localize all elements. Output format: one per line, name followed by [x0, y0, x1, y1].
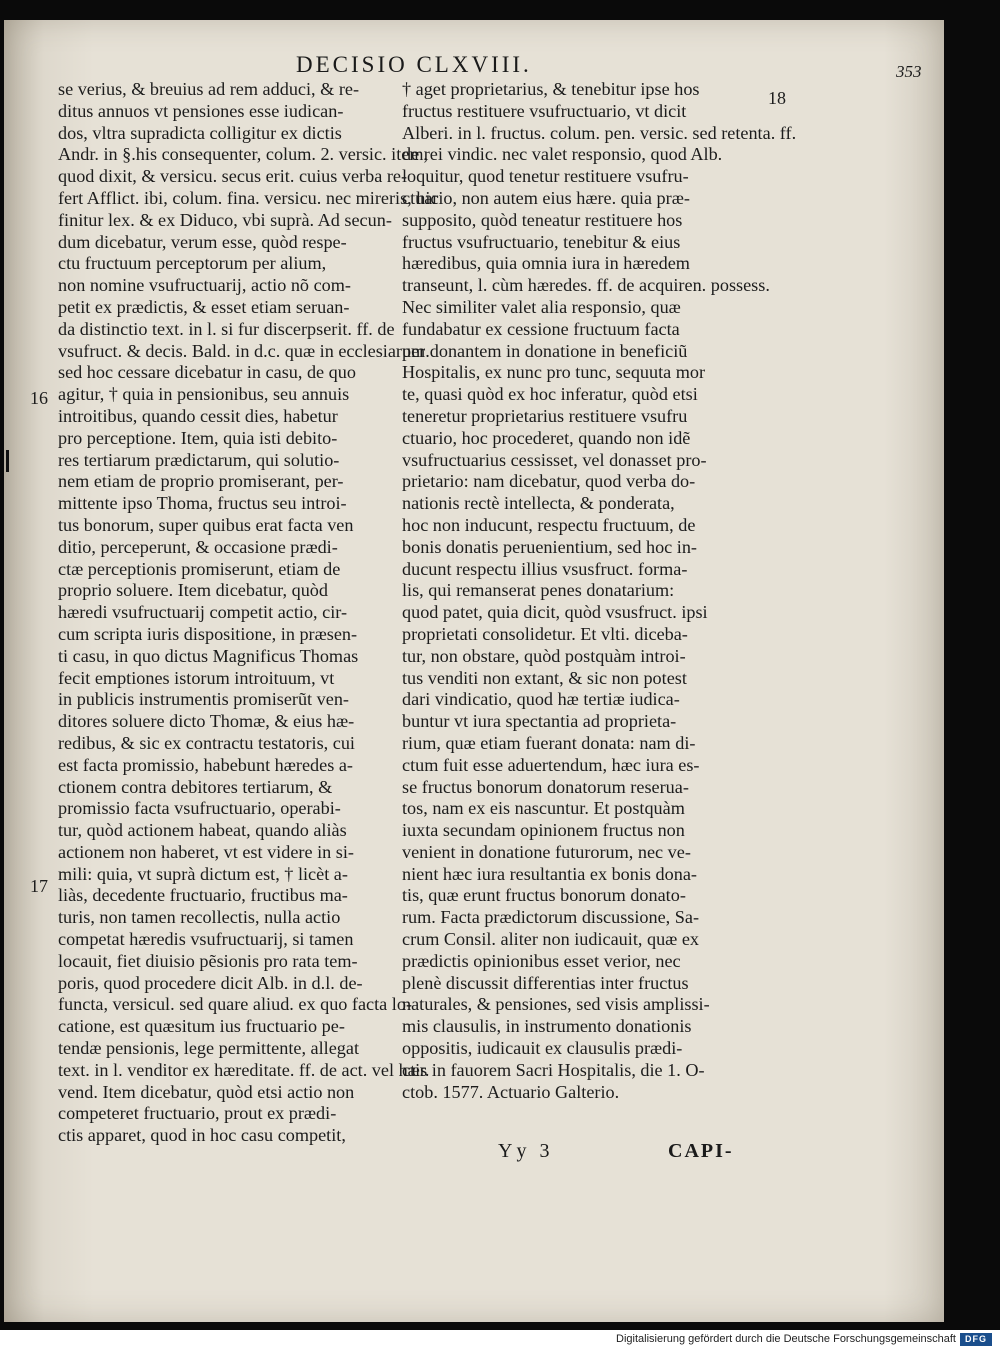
text-line: mittente ipso Thoma, fructus seu introi-: [58, 493, 347, 514]
left-text-column: [58, 79, 439, 1147]
text-line: mili: quia, vt suprà dictum est, † licèt a-: [58, 863, 348, 884]
text-line: proprio soluere. Item dicebatur, quòd: [58, 580, 328, 601]
text-line: Nec similiter valet alia responsio, quæ: [402, 296, 681, 317]
text-line: fecit emptiones istorum introituum, vt: [58, 667, 335, 688]
text-line: ctionem contra debitores tertiarum, &: [58, 776, 333, 797]
text-line: ctuario, non autem eius hære. quia præ-: [402, 187, 690, 208]
text-line: res tertiarum prædictarum, qui solutio-: [58, 449, 340, 470]
text-line: dos, vltra supradicta colligitur ex dictis: [58, 122, 342, 143]
edge-mark: [6, 450, 9, 472]
text-line: transeunt, l. cùm hæredes. ff. de acquiren. possess.: [402, 275, 770, 296]
text-line: Alberi. in l. fructus. colum. pen. versic. sed retenta. ff.: [402, 122, 797, 143]
text-line: hæredibus, quia omnia iura in hæredem: [402, 253, 690, 274]
text-line: venient in donatione futurorum, nec ve-: [402, 841, 691, 862]
text-line: ctæ perceptionis promiserunt, etiam de: [58, 558, 341, 579]
text-line: agitur, † quia in pensionibus, seu annuis: [58, 384, 350, 405]
text-line: tus bonorum, super quibus erat facta ven: [58, 514, 354, 535]
text-line: tus venditi non extant, & sic non potest: [402, 667, 687, 688]
dfg-logo: DFG: [960, 1333, 992, 1346]
text-line: hoc non inducunt, respectu fructuum, de: [402, 514, 696, 535]
credit-text: Digitalisierung gefördert durch die Deutsche Forschungsgemeinschaft: [616, 1333, 956, 1345]
text-line: buntur vt iura spectantia ad proprieta-: [402, 711, 677, 732]
text-line: crum Consil. aliter non iudicauit, quæ ex: [402, 929, 700, 950]
text-line: vsufruct. & decis. Bald. in d.c. quæ in ecclesiarum.: [58, 340, 430, 361]
text-line: Hospitalis, ex nunc pro tunc, sequuta mor: [402, 362, 706, 383]
text-line: tos, nam ex eis nascuntur. Et postquàm: [402, 798, 685, 819]
text-line: poris, quod procedere dicit Alb. in d.l. de-: [58, 972, 363, 993]
text-line: bonis donatis peruenientium, sed hoc in-: [402, 536, 697, 557]
text-line: nem etiam de proprio promiserant, per-: [58, 471, 344, 492]
text-line: introitibus, quando cessit dies, habetur: [58, 405, 338, 426]
text-line: supposito, quòd teneatur restituere hos: [402, 209, 683, 230]
text-line: plenè discussit differentias inter fructus: [402, 972, 689, 993]
text-line: se verius, & breuius ad rem adduci, & re-: [58, 79, 360, 99]
text-line: petit ex prædictis, & esset etiam seruan-: [58, 296, 350, 317]
text-line: cum scripta iuris dispositione, in præsen-: [58, 623, 358, 644]
text-line: competat hæredis vsufructuarij, si tamen: [58, 929, 354, 950]
text-line: de rei vindic. nec valet responsio, quod Alb.: [402, 144, 723, 165]
margin-number-17: 17: [30, 876, 48, 896]
text-line: ti casu, in quo dictus Magnificus Thomas: [58, 645, 359, 666]
text-line: quod patet, quia dicit, quòd vsusfruct. ipsi: [402, 602, 708, 623]
text-line: tur, quòd actionem habeat, quando aliàs: [58, 820, 347, 841]
text-line: competeret fructuario, prout ex prædi-: [58, 1103, 337, 1124]
text-line: ctob. 1577. Actuario Galterio.: [402, 1081, 620, 1102]
text-line: dari vindicatio, quod hæ tertiæ iudica-: [402, 689, 680, 710]
text-line: redibus, & sic ex contractu testatoris, cui: [58, 732, 355, 753]
text-line: sed hoc cessare dicebatur in casu, de quo: [58, 362, 356, 383]
folio-number: 353: [896, 62, 922, 81]
text-line: prædictis opinionibus esset verior, nec: [402, 950, 681, 971]
text-line: in publicis instrumentis promiserũt ven-: [58, 689, 349, 710]
text-line: ctis in fauorem Sacri Hospitalis, die 1. O-: [402, 1059, 705, 1080]
text-line: se fructus bonorum donatorum reserua-: [402, 776, 689, 797]
text-line: vend. Item dicebatur, quòd etsi actio non: [58, 1081, 355, 1102]
text-line: liàs, decedente fructuario, fructibus ma-: [58, 885, 348, 906]
text-line: ditio, perceperunt, & occasione prædi-: [58, 536, 338, 557]
text-line: tendæ pensionis, lege permittente, allegat: [58, 1038, 360, 1059]
text-line: catione, est quæsitum ius fructuario pe-: [58, 1016, 345, 1037]
text-line: tis, quæ erunt fructus bonorum donato-: [402, 885, 686, 906]
text-line: ditores soluere dicto Thomæ, & eius hæ-: [58, 711, 355, 732]
text-line: loquitur, quod tenetur restituere vsufru-: [402, 166, 689, 187]
text-line: ctis apparet, quod in hoc casu competit,: [58, 1125, 346, 1146]
text-line: turis, non tamen recollectis, nulla actio: [58, 907, 341, 928]
text-line: hæredi vsufructuarij competit actio, cir-: [58, 602, 348, 623]
text-line: pro perceptione. Item, quia isti debito-: [58, 427, 338, 448]
margin-number-18: 18: [768, 88, 786, 108]
text-line: non nomine vsufructuarij, actio nõ com-: [58, 275, 351, 296]
text-line: da distinctio text. in l. si fur discerpserit. ff. de: [58, 318, 395, 339]
text-line: locauit, fiet diuisio pẽsionis pro rata tem-: [58, 950, 358, 971]
text-line: nient hæc iura resultantia ex bonis dona-: [402, 863, 697, 884]
text-line: vsufructuarius cessisset, vel donasset pro-: [402, 449, 707, 470]
text-line: ducunt respectu illius vsusfruct. forma-: [402, 558, 688, 579]
text-line: oppositis, iudicauit ex clausulis prædi-: [402, 1038, 683, 1059]
text-line: ditus annuos vt pensiones esse iudican-: [58, 100, 344, 121]
text-line: te, quasi quòd ex hoc inferatur, quòd etsi: [402, 384, 698, 405]
text-line: est facta promissio, habebunt hæredes a-: [58, 754, 353, 775]
text-line: dum dicebatur, verum esse, quòd respe-: [58, 231, 347, 252]
text-line: text. in l. venditor ex hæreditate. ff. de act. vel hær.: [58, 1059, 430, 1080]
text-line: naturales, & pensiones, sed visis amplissi-: [402, 994, 710, 1015]
text-line: fert Afflict. ibi, colum. fina. versicu. nec mireris, hic: [58, 187, 439, 208]
text-line: iuxta secundam opinionem fructus non: [402, 820, 685, 841]
text-line: quod dixit, & versicu. secus erit. cuius verba re-: [58, 166, 407, 187]
text-line: functa, versicul. sed quare aliud. ex quo facta lo-: [58, 994, 413, 1015]
text-line: rium, quæ etiam fuerant donata: nam di-: [402, 732, 696, 753]
text-line: ctum fuit esse aduertendum, hæc iura es-: [402, 754, 700, 775]
text-line: proprietati consolidetur. Et vlti. diceba-: [402, 623, 688, 644]
text-line: rum. Facta prædictorum discussione, Sa-: [402, 907, 700, 928]
text-line: fundabatur ex cessione fructuum facta: [402, 318, 680, 339]
text-line: † aget proprietarius, & tenebitur ipse hos: [402, 79, 700, 99]
text-line: lis, qui remanserat penes donatarium:: [402, 580, 675, 601]
text-line: actionem non haberet, vt est videre in si-: [58, 841, 354, 862]
text-line: fructus vsufructuario, tenebitur & eius: [402, 231, 681, 252]
signature-mark: Yy 3: [498, 1140, 554, 1162]
text-line: nationis rectè intellecta, & ponderata,: [402, 493, 675, 514]
text-line: prietario: nam dicebatur, quod verba do-: [402, 471, 696, 492]
text-line: promissio facta vsufructuario, operabi-: [58, 798, 341, 819]
text-line: tur, non obstare, quòd postquàm introi-: [402, 645, 686, 666]
text-line: teneretur proprietarius restituere vsufru: [402, 405, 688, 426]
catchword: CAPI-: [668, 1140, 734, 1162]
text-line: finitur lex. & ex Diduco, vbi suprà. Ad secun-: [58, 209, 392, 230]
text-line: fructus restituere vsufructuario, vt dicit: [402, 100, 687, 121]
text-line: per donantem in donatione in beneficiũ: [402, 340, 688, 361]
text-line: ctuario, hoc procederet, quando non idẽ: [402, 427, 691, 448]
running-title: DECISIO CLXVIII.: [296, 52, 532, 77]
text-line: mis clausulis, in instrumento donationis: [402, 1016, 692, 1037]
text-line: Andr. in §.his consequenter, colum. 2. versic. item,: [58, 144, 429, 165]
text-line: ctu fructuum perceptorum per alium,: [58, 253, 327, 274]
margin-number-16: 16: [30, 388, 48, 408]
